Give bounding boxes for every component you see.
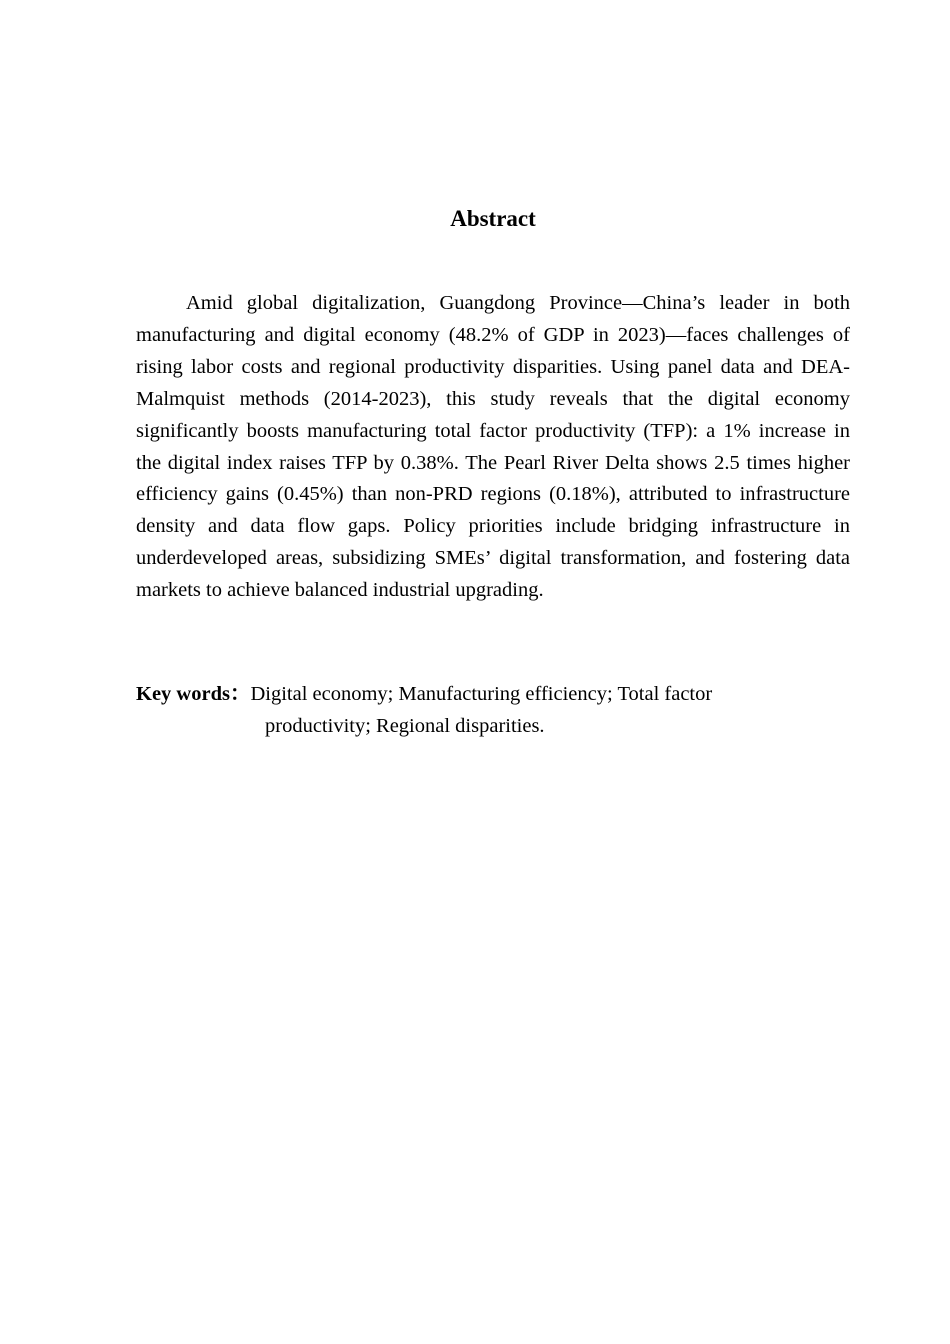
keywords-block	[136, 678, 850, 742]
abstract-paragraph: Amid global digitalization, Guangdong Province—China’s leader in both manufacturing and digital economy (48.2% of GDP in 2023)—faces challenges of rising labor costs and regional productivity disparities. Using panel data and DEA-Malmquist methods (2014-2023), this study reveals that the digital economy significantly boosts manufacturing total factor productivity (TFP): a 1% increase in the digital index raises TFP by 0.38%. The Pearl River Delta shows 2.5 times higher efficiency gains (0.45%) than non-PRD regions (0.18%), attributed to infrastructure density and data flow gaps. Policy priorities include bridging infrastructure in underdeveloped areas, subsidizing SMEs’ digital transformation, and fostering data markets to achieve balanced industrial upgrading.	[136, 292, 850, 602]
keywords-line-2: productivity; Regional disparities.	[265, 715, 545, 737]
keywords-line-1	[136, 678, 850, 710]
keywords-label: Key words：	[136, 683, 251, 705]
keywords-text-1: Digital economy; Manufacturing efficiency; Total factor	[250, 683, 713, 705]
abstract-heading: Abstract	[450, 206, 536, 231]
